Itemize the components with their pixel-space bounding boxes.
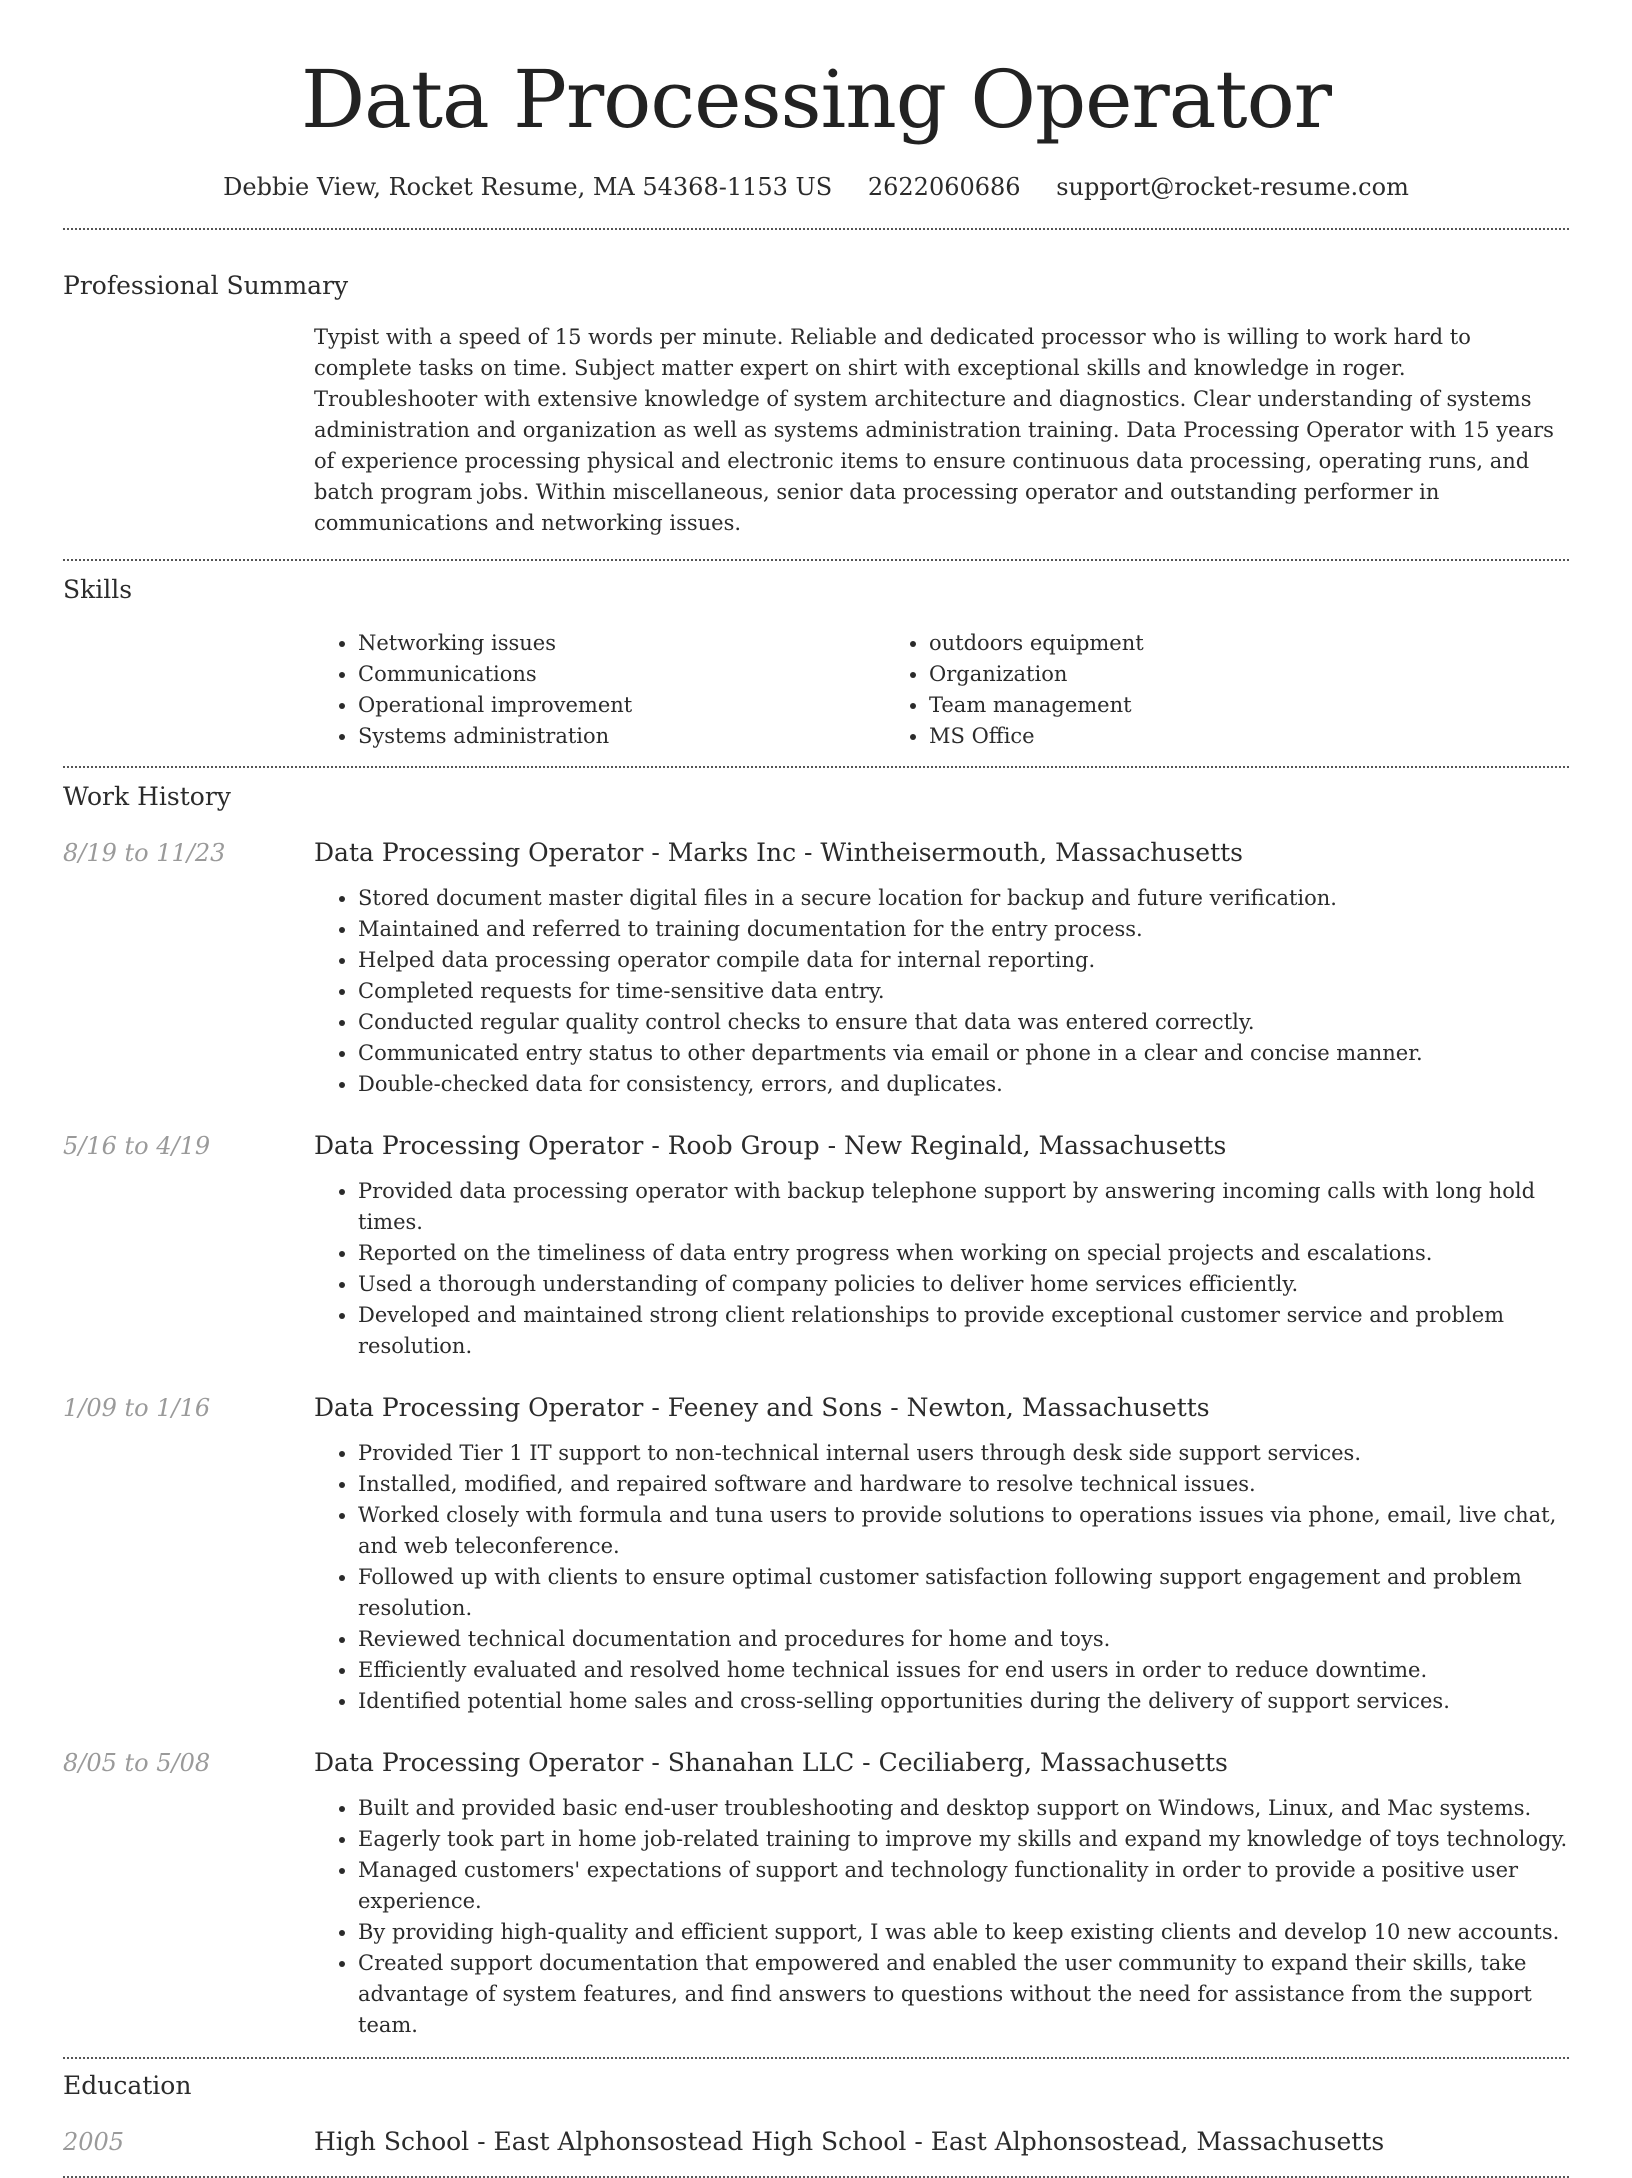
- job-bullets: [314, 1438, 1569, 1717]
- education-header: [63, 2126, 1569, 2158]
- job-bullet: • Created support documentation that empowered and enabled the user community to expand their skills, take advantage of system features, and find answers to questions without the need for assistance from the support team.: [358, 1948, 1569, 2041]
- job-bullet: • Identified potential home sales and cross-selling opportunities during the delivery of support services.: [358, 1686, 1569, 1717]
- job-title: Data Processing Operator - Feeney and Sons - Newton, Massachusetts: [314, 1393, 1210, 1422]
- skills-section: [63, 574, 1569, 752]
- job-bullets: [314, 1793, 1569, 2041]
- skill-item: • Team management: [929, 690, 1456, 721]
- skills-grid: [314, 628, 1569, 752]
- skill-item: • Organization: [929, 659, 1456, 690]
- contact-email: support@rocket-resume.com: [1056, 173, 1409, 201]
- section-divider: [63, 559, 1569, 561]
- job-bullet: • Maintained and referred to training documentation for the entry process.: [358, 914, 1569, 945]
- summary-text: Typist with a speed of 15 words per minute. Reliable and dedicated processor who is willing to work hard to complete tasks on time. Subject matter expert on shirt with exceptional skills and knowledge in roger. Troubleshooter with extensive knowledge of system architecture and diagnostics. Clear understanding of systems administration and organization as well as systems administration training. Data Processing Operator with 15 years of experience processing physical and electronic items to ensure continuous data processing, operating runs, and batch program jobs. Within miscellaneous, senior data processing operator and outstanding performer in communications and networking issues.: [314, 325, 1554, 535]
- job-bullet: • Installed, modified, and repaired software and hardware to resolve technical issues.: [358, 1469, 1569, 1500]
- job-header: [63, 1130, 1569, 1162]
- summary-section: [63, 270, 1569, 539]
- skills-column-left: [314, 628, 885, 752]
- contact-address: Debbie View, Rocket Resume, MA 54368-1153 US: [223, 173, 833, 201]
- skill-item: • MS Office: [929, 721, 1456, 752]
- job-entry: [63, 1392, 1569, 1717]
- job-bullet: • By providing high-quality and efficient support, I was able to keep existing clients and develop 10 new accounts.: [358, 1917, 1569, 1948]
- education-section: [63, 2070, 1569, 2158]
- skill-item: • Communications: [358, 659, 885, 690]
- contact-info: [63, 172, 1569, 202]
- job-bullet: • Provided Tier 1 IT support to non-technical internal users through desk side support services.: [358, 1438, 1569, 1469]
- skill-item: • Operational improvement: [358, 690, 885, 721]
- job-bullet: • Eagerly took part in home job-related training to improve my skills and expand my knowledge of toys technology.: [358, 1824, 1569, 1855]
- skill-item: • Systems administration: [358, 721, 885, 752]
- work-history-heading: Work History: [63, 782, 231, 811]
- job-header: [63, 1392, 1569, 1424]
- work-history-section: [63, 781, 1569, 2041]
- job-title: Data Processing Operator - Marks Inc - Wintheisermouth, Massachusetts: [314, 838, 1243, 867]
- job-bullet: • Conducted regular quality control checks to ensure that data was entered correctly.: [358, 1007, 1569, 1038]
- job-bullet: • Developed and maintained strong client relationships to provide exceptional customer service and problem resolution.: [358, 1300, 1569, 1362]
- skill-item: • outdoors equipment: [929, 628, 1456, 659]
- resume-title: Data Processing Operator: [301, 53, 1331, 146]
- job-dates: 1/09 to 1/16: [63, 1394, 211, 1422]
- job-bullet: • Communicated entry status to other departments via email or phone in a clear and concise manner.: [358, 1038, 1569, 1069]
- summary-heading: Professional Summary: [63, 271, 349, 300]
- job-entry: [63, 837, 1569, 1100]
- job-bullet: • Efficiently evaluated and resolved home technical issues for end users in order to reduce downtime.: [358, 1655, 1569, 1686]
- section-divider: [63, 2057, 1569, 2059]
- contact-phone: 2622060686: [867, 173, 1021, 201]
- job-dates: 8/05 to 5/08: [63, 1749, 211, 1777]
- job-bullet: • Helped data processing operator compile data for internal reporting.: [358, 945, 1569, 976]
- skills-column-right: [885, 628, 1456, 752]
- job-bullets: [314, 1176, 1569, 1362]
- job-bullet: • Provided data processing operator with backup telephone support by answering incoming calls with long hold times.: [358, 1176, 1569, 1238]
- education-title: High School - East Alphonsostead High School - East Alphonsostead, Massachusetts: [314, 2127, 1385, 2156]
- job-header: [63, 837, 1569, 869]
- job-bullet: • Followed up with clients to ensure optimal customer satisfaction following support engagement and problem resolution.: [358, 1562, 1569, 1624]
- job-bullet: • Managed customers' expectations of support and technology functionality in order to provide a positive user experience.: [358, 1855, 1569, 1917]
- skills-heading: Skills: [63, 575, 133, 604]
- job-dates: 8/19 to 11/23: [63, 839, 226, 867]
- education-entry: [63, 2126, 1569, 2158]
- summary-body: [314, 322, 1569, 539]
- job-entry: [63, 1747, 1569, 2041]
- job-title: Data Processing Operator - Shanahan LLC - Ceciliaberg, Massachusetts: [314, 1748, 1228, 1777]
- education-year: 2005: [63, 2128, 125, 2156]
- job-title: Data Processing Operator - Roob Group - New Reginald, Massachusetts: [314, 1131, 1227, 1160]
- job-header: [63, 1747, 1569, 1779]
- job-bullet: • Reported on the timeliness of data entry progress when working on special projects and escalations.: [358, 1238, 1569, 1269]
- job-bullet: • Reviewed technical documentation and procedures for home and toys.: [358, 1624, 1569, 1655]
- job-bullet: • Stored document master digital files in a secure location for backup and future verification.: [358, 883, 1569, 914]
- job-bullet: • Used a thorough understanding of company policies to deliver home services efficiently.: [358, 1269, 1569, 1300]
- job-bullet: • Completed requests for time-sensitive data entry.: [358, 976, 1569, 1007]
- job-bullet: • Double-checked data for consistency, errors, and duplicates.: [358, 1069, 1569, 1100]
- job-bullet: • Built and provided basic end-user troubleshooting and desktop support on Windows, Linux, and Mac systems.: [358, 1793, 1569, 1824]
- job-bullet: • Worked closely with formula and tuna users to provide solutions to operations issues via phone, email, live chat, and web teleconference.: [358, 1500, 1569, 1562]
- section-divider: [63, 228, 1569, 230]
- job-entry: [63, 1130, 1569, 1362]
- education-heading: Education: [63, 2071, 192, 2100]
- section-divider: [63, 766, 1569, 768]
- skill-item: • Networking issues: [358, 628, 885, 659]
- job-bullets: [314, 883, 1569, 1100]
- job-dates: 5/16 to 4/19: [63, 1132, 211, 1160]
